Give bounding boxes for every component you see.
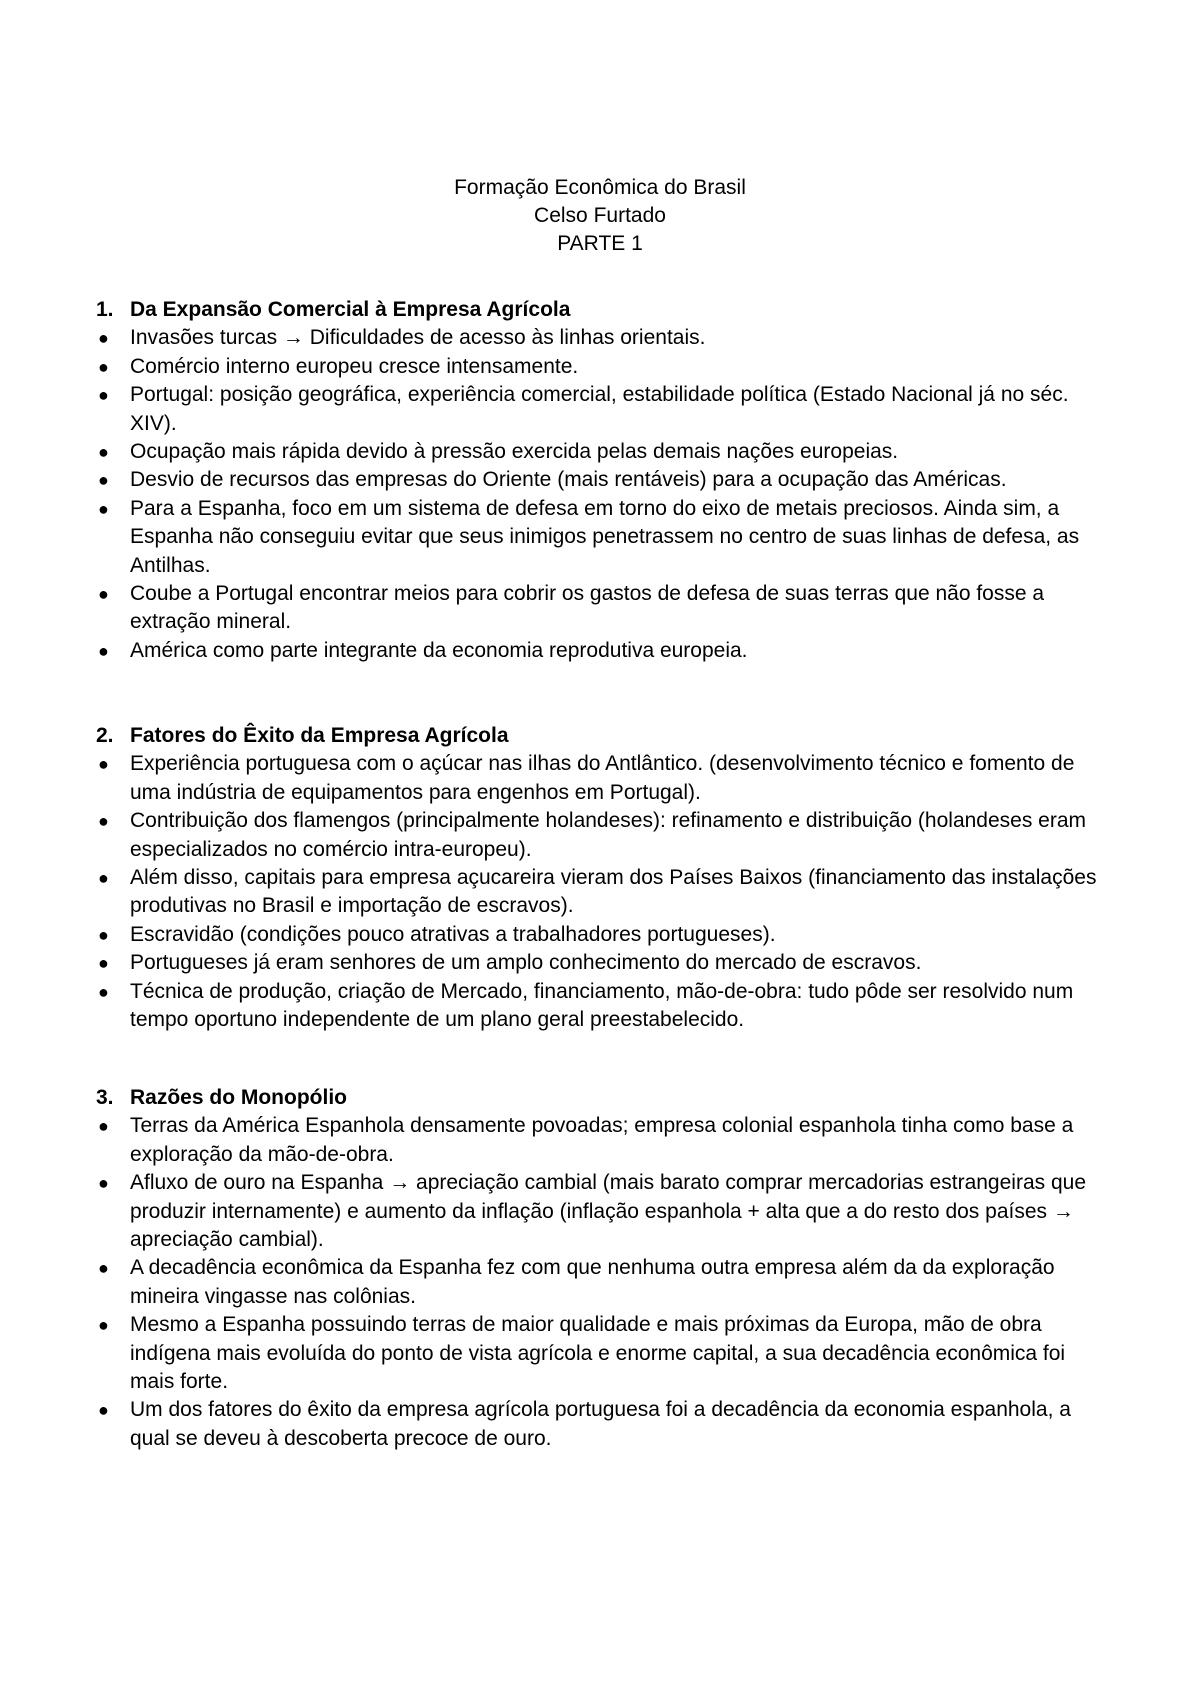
list-item [96,438,1106,466]
bullet-icon: ● [98,584,109,605]
section-number: 1. [96,298,114,321]
document-author: Celso Furtado [534,204,666,227]
bullet-icon: ● [98,1173,109,1194]
list-item [96,466,1106,494]
list-item-text: Coube a Portugal encontrar meios para cobrir os gastos de defesa de suas terras que não fosse a extração mineral. [130,582,1045,634]
bullet-list [96,1112,1106,1453]
list-item-text: Portugueses já eram senhores de um amplo conhecimento do mercado de escravos. [130,951,922,975]
section-heading [96,296,1106,324]
list-item [96,637,1106,665]
bullet-icon: ● [98,1116,109,1137]
list-item-text: Um dos fatores do êxito da empresa agrícola portuguesa foi a decadência da economia espanhola, a qual se deveu à descoberta precoce de ouro. [130,1398,1071,1450]
list-item-text: Experiência portuguesa com o açúcar nas ilhas do Antlântico. (desenvolvimento técnico e fomento de uma indústria de equipamentos para engenhos em Portugal). [130,752,1075,804]
section-title: Da Expansão Comercial à Empresa Agrícola [130,298,571,321]
list-item [96,1311,1106,1396]
list-item-text: América como parte integrante da economia reprodutiva europeia. [130,638,748,662]
list-item [96,381,1106,438]
list-item [96,1396,1106,1453]
list-item-text: Contribuição dos flamengos (principalmente holandeses): refinamento e distribuição (holandeses eram especializados no comércio intra-europeu). [130,809,1087,861]
bullet-icon: ● [98,1400,109,1421]
bullet-icon: ● [98,640,109,661]
bullet-icon: ● [98,356,109,377]
document-title: Formação Econômica do Brasil [454,176,746,199]
list-item-text: Comércio interno europeu cresce intensamente. [130,354,579,378]
bullet-icon: ● [98,385,109,406]
bullet-icon: ● [98,981,109,1002]
section-1 [96,296,1106,665]
bullet-icon: ● [98,754,109,775]
list-item [96,1112,1106,1169]
list-item [96,921,1106,949]
bullet-icon: ● [98,1258,109,1279]
list-item [96,353,1106,381]
list-item [96,495,1106,580]
section-title: Fatores do Êxito da Empresa Agrícola [130,724,509,747]
list-item [96,1254,1106,1311]
list-item-text: Desvio de recursos das empresas do Oriente (mais rentáveis) para a ocupação das Américas. [130,468,1007,492]
list-item-text: A decadência econômica da Espanha fez com que nenhuma outra empresa além da da exploração mineira vingasse nas colônias. [130,1256,1055,1308]
bullet-icon: ● [98,328,109,349]
section-heading [96,1084,1106,1112]
bullet-icon: ● [98,442,109,463]
bullet-icon: ● [98,924,109,945]
bullet-list [96,750,1106,1034]
list-item-text: Além disso, capitais para empresa açucareira vieram dos Países Baixos (financiamento das instalações produtivas no Brasil e importação de escravos). [130,866,1097,918]
document-part: PARTE 1 [557,232,643,255]
section-3 [96,1084,1106,1453]
bullet-list [96,324,1106,665]
section-heading [96,722,1106,750]
bullet-icon: ● [98,868,109,889]
list-item-text: Técnica de produção, criação de Mercado, financiamento, mão-de-obra: tudo pôde ser resolvido num tempo oportuno independente de um plano geral preestabelecido. [130,979,1074,1032]
list-item [96,324,1106,352]
section-2 [96,722,1106,1034]
bullet-icon: ● [98,1315,109,1336]
bullet-icon: ● [98,953,109,974]
list-item [96,750,1106,807]
bullet-icon: ● [98,470,109,491]
section-title: Razões do Monopólio [130,1086,347,1109]
section-number: 2. [96,724,114,747]
list-item [96,978,1106,1035]
list-item [96,580,1106,637]
bullet-icon: ● [98,811,109,832]
list-item-text: Afluxo de ouro na Espanha → apreciação cambial (mais barato comprar mercadorias estrangeiras que produzir internamente) e aumento da inflação (inflação espanhola + alta que a do resto dos países → apreciação cambial). [130,1171,1086,1252]
list-item-text: Portugal: posição geográfica, experiência comercial, estabilidade política (Estado Nacional já no séc. XIV). [130,383,1069,435]
document-header [0,174,1200,258]
section-number: 3. [96,1086,114,1109]
list-item-text: Terras da América Espanhola densamente povoadas; empresa colonial espanhola tinha como base a exploração da mão-de-obra. [130,1114,1074,1166]
list-item-text: Mesmo a Espanha possuindo terras de maior qualidade e mais próximas da Europa, mão de obra indígena mais evoluída do ponto de vista agrícola e enorme capital, a sua decadência econômica foi mais forte. [130,1313,1066,1394]
list-item-text: Para a Espanha, foco em um sistema de defesa em torno do eixo de metais preciosos. Ainda sim, a Espanha não conseguiu evitar que seus inimigos penetrassem no centro de suas linhas de defesa, as Antilhas. [130,496,1080,577]
list-item-text: Invasões turcas → Dificuldades de acesso às linhas orientais. [130,326,706,350]
list-item-text: Escravidão (condições pouco atrativas a trabalhadores portugueses). [130,922,776,946]
list-item [96,1169,1106,1254]
list-item [96,807,1106,864]
list-item [96,949,1106,977]
list-item-text: Ocupação mais rápida devido à pressão exercida pelas demais nações europeias. [130,440,899,464]
bullet-icon: ● [98,498,109,519]
list-item [96,864,1106,921]
